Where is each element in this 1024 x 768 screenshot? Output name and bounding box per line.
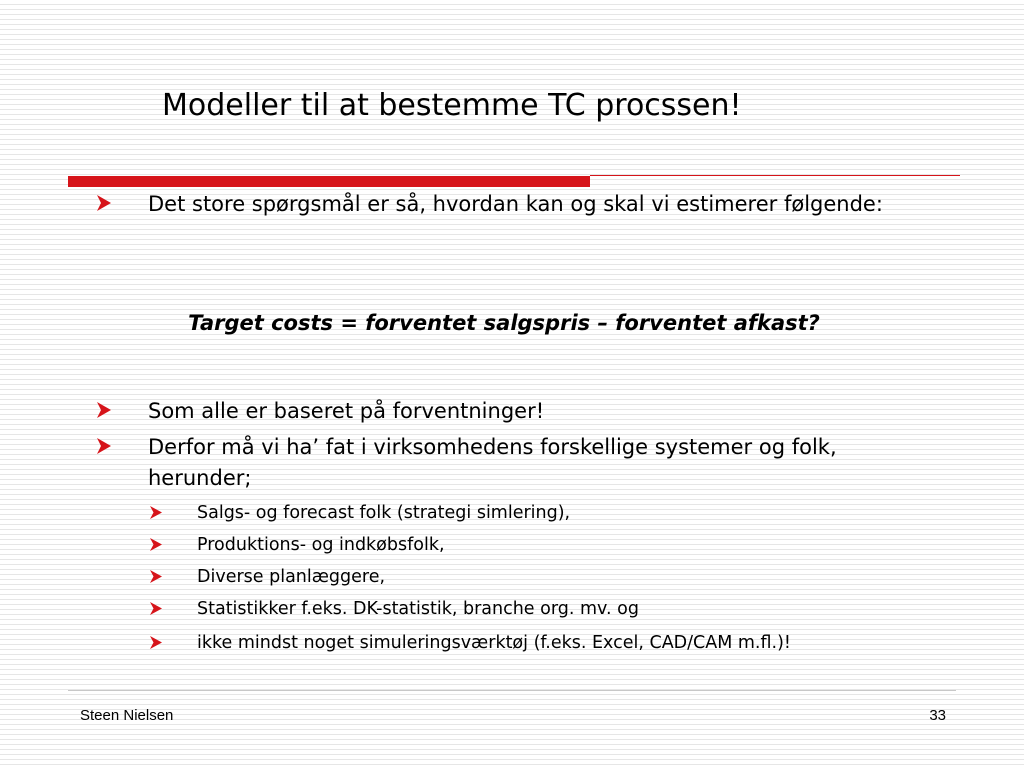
bullet-text: Det store spørgsmål er så, hvordan kan og skal vi estimerer følgende: bbox=[148, 192, 883, 216]
sub-bullet-item bbox=[150, 562, 930, 593]
bullet-text: Derfor må vi ha’ fat i virksomhedens forskellige systemer og folk, herunder; bbox=[148, 435, 837, 490]
sub-bullet-text: Produktions- og indkøbsfolk, bbox=[197, 535, 445, 555]
sub-bullet-text: ikke mindst noget simuleringsværktøj (f.eks. Excel, CAD/CAM m.fl.)! bbox=[197, 633, 791, 653]
arrow-bullet-icon bbox=[150, 636, 162, 649]
sub-bullet-text: Diverse planlæggere, bbox=[197, 567, 386, 587]
bullet-item bbox=[97, 189, 917, 220]
bullet-item bbox=[97, 432, 917, 494]
bullet-item bbox=[97, 396, 917, 427]
sub-bullet-item bbox=[150, 594, 930, 625]
arrow-bullet-icon bbox=[97, 402, 111, 418]
slide-title: Modeller til at bestemme TC procssen! bbox=[162, 88, 742, 123]
sub-bullet-text: Salgs- og forecast folk (strategi simlering), bbox=[197, 503, 571, 523]
arrow-bullet-icon bbox=[150, 506, 162, 519]
title-accent-bar bbox=[68, 176, 590, 187]
sub-bullet-item bbox=[150, 530, 930, 561]
title-accent-line bbox=[590, 175, 960, 176]
sub-bullet-item bbox=[150, 628, 930, 659]
target-cost-formula: Target costs = forventet salgspris – forventet afkast? bbox=[188, 311, 820, 335]
footer-divider bbox=[68, 690, 956, 691]
sub-bullet-item bbox=[150, 498, 930, 529]
footer-author: Steen Nielsen bbox=[80, 707, 174, 724]
arrow-bullet-icon bbox=[150, 602, 162, 615]
bullet-text: Som alle er baseret på forventninger! bbox=[148, 399, 545, 423]
arrow-bullet-icon bbox=[97, 438, 111, 454]
arrow-bullet-icon bbox=[150, 570, 162, 583]
arrow-bullet-icon bbox=[97, 195, 111, 211]
arrow-bullet-icon bbox=[150, 538, 162, 551]
page-number: 33 bbox=[929, 707, 946, 724]
sub-bullet-text: Statistikker f.eks. DK-statistik, branche org. mv. og bbox=[197, 599, 639, 619]
